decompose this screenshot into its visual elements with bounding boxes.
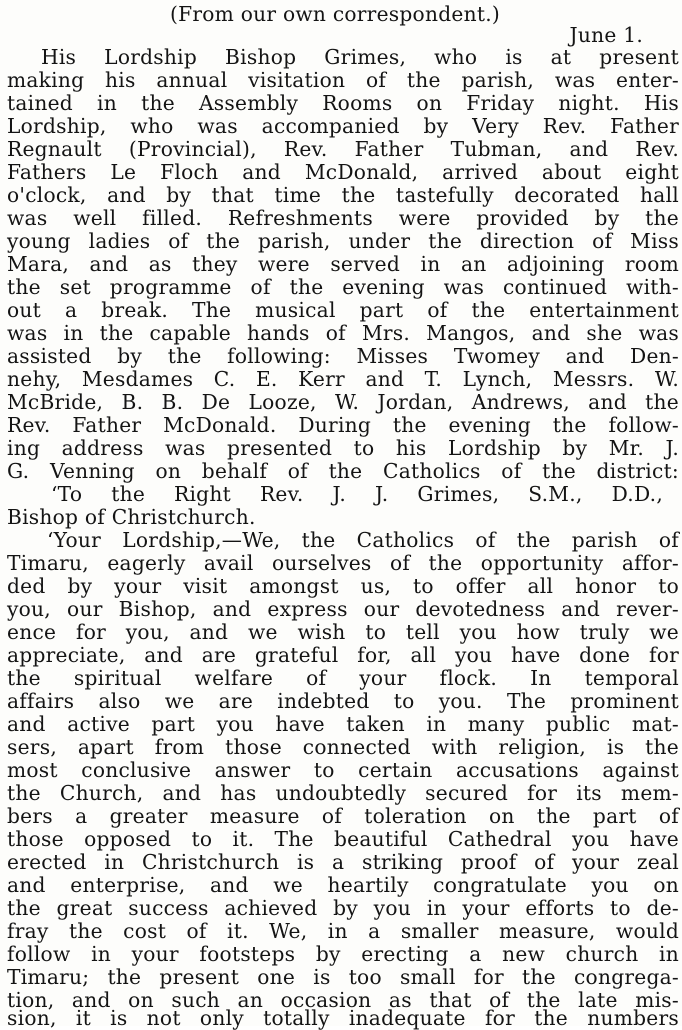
article-line: G. Venning on behalf of the Catholics of the district: xyxy=(7,459,679,483)
article-line: o'clock, and by that time the tastefully decorated hall xyxy=(7,183,679,207)
article-line: tion, and on such an occasion as that of the late mis- xyxy=(7,988,679,1012)
article-line: the set programme of the evening was continued with- xyxy=(7,275,679,299)
article-line: ing address was presented to his Lordship by Mr. J. xyxy=(7,436,679,460)
article-line: young ladies of the parish, under the direction of Miss xyxy=(7,229,679,253)
article-line: ded by your visit amongst us, to offer all honor to xyxy=(7,574,679,598)
article-line: ence for you, and we wish to tell you how truly we xyxy=(7,620,679,644)
article-line: Regnault (Provincial), Rev. Father Tubman, and Rev. xyxy=(7,137,679,161)
article-line: erected in Christchurch is a striking proof of your zeal xyxy=(7,850,679,874)
article-line: sers, apart from those connected with religion, is the xyxy=(7,735,679,759)
article-line: fray the cost of it. We, in a smaller measure, would xyxy=(7,919,679,943)
article-line: affairs also we are indebted to you. The prominent xyxy=(7,689,679,713)
article-line: nehy, Mesdames C. E. Kerr and T. Lynch, Messrs. W. xyxy=(7,367,679,391)
article-line: His Lordship Bishop Grimes, who is at present xyxy=(41,45,679,69)
article-line: Timaru, eagerly avail ourselves of the opportunity affor- xyxy=(7,551,679,575)
article-line: McBride, B. B. De Looze, W. Jordan, Andrews, and the xyxy=(7,390,679,414)
date-line: June 1. xyxy=(569,23,643,47)
article-line: was well filled. Refreshments were provided by the xyxy=(7,206,679,230)
article-line: those opposed to it. The beautiful Cathedral you have xyxy=(7,827,679,851)
article-line: Fathers Le Floch and McDonald, arrived about eight xyxy=(7,160,679,184)
article-line: most conclusive answer to certain accusations against xyxy=(7,758,679,782)
address-recipient: Bishop of Christchurch. xyxy=(7,505,256,529)
article-line: the Church, and has undoubtedly secured for its mem- xyxy=(7,781,679,805)
article-line: ‘Your Lordship,—We, the Catholics of the parish of xyxy=(47,528,679,552)
article-line: the spiritual welfare of your flock. In temporal xyxy=(7,666,679,690)
article-line: making his annual visitation of the parish, was enter- xyxy=(7,68,679,92)
article-line: sion, it is not only totally inadequate for the numbers xyxy=(7,1006,679,1030)
article-line: the great success achieved by you in your efforts to de- xyxy=(7,896,679,920)
article-line: Timaru; the present one is too small for the congrega- xyxy=(7,965,679,989)
article-line: Lordship, who was accompanied by Very Rev. Father xyxy=(7,114,679,138)
article-line: follow in your footsteps by erecting a new church in xyxy=(7,942,679,966)
article-line: bers a greater measure of toleration on the part of xyxy=(7,804,679,828)
article-line: tained in the Assembly Rooms on Friday night. His xyxy=(7,91,679,115)
article-line: and enterprise, and we heartily congratulate you on xyxy=(7,873,679,897)
article-line: assisted by the following: Misses Twomey and Den- xyxy=(7,344,679,368)
article-line: appreciate, and are grateful for, all you have done for xyxy=(7,643,679,667)
article-line: and active part you have taken in many public mat- xyxy=(7,712,679,736)
article-line: you, our Bishop, and express our devotedness and rever- xyxy=(7,597,679,621)
article-line: Mara, and as they were served in an adjoining room xyxy=(7,252,679,276)
article-line: out a break. The musical part of the entertainment xyxy=(7,298,679,322)
article-line: was in the capable hands of Mrs. Mangos, and she was xyxy=(7,321,679,345)
dateline: (From our own correspondent.) xyxy=(170,2,500,26)
article-line: Rev. Father McDonald. During the evening the follow- xyxy=(7,413,679,437)
address-salutation: ‘To the Right Rev. J. J. Grimes, S.M., D.D., xyxy=(51,482,663,506)
